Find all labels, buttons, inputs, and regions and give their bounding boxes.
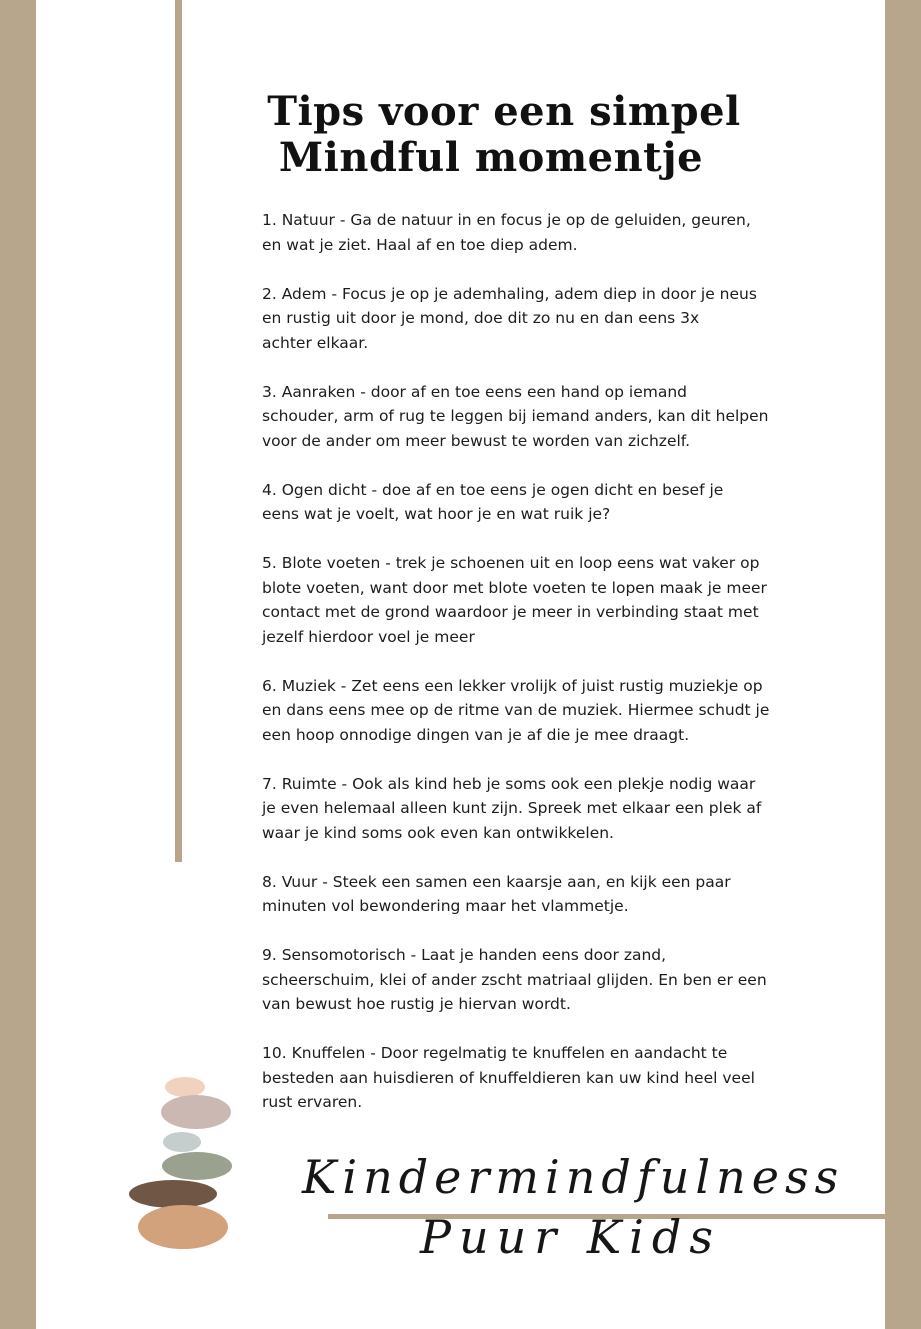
tip-line: 5. Blote voeten - trek je schoenen uit en loop eens wat vaker op (262, 554, 760, 572)
tip-line: en dans eens mee op de ritme van de muziek. Hiermee schudt je (262, 701, 770, 719)
tip-item (262, 1041, 802, 1115)
stone-5 (129, 1180, 217, 1208)
tip-line: 7. Ruimte - Ook als kind heb je soms ook een plekje nodig waar (262, 774, 756, 793)
tip-line: voor de ander om meer bewust te worden van zichzelf. (262, 431, 691, 450)
tip-line: 9. Sensomotorisch - Laat je handen eens door zand, (262, 946, 667, 964)
stone-3 (163, 1132, 201, 1152)
brand-name-line-2: Puur Kids (420, 1210, 721, 1264)
stone-1 (165, 1077, 205, 1097)
tip-line: minuten vol bewondering maar het vlammetje. (262, 897, 629, 915)
tip-item (262, 380, 802, 454)
tip-line: waar je kind soms ook even kan ontwikkelen. (262, 823, 614, 842)
tip-line: en rustig uit door je mond, doe dit zo nu en dan eens 3x (262, 309, 700, 327)
tip-item (262, 772, 802, 846)
tip-item (262, 674, 802, 748)
tip-line: van bewust hoe rustig je hiervan wordt. (262, 995, 571, 1013)
tip-line: jezelf hierdoor voel je meer (262, 627, 475, 646)
tip-line: 6. Muziek - Zet eens een lekker vrolijk of juist rustig muziekje op (262, 676, 763, 695)
title-line-1: Tips voor een simpel (267, 87, 741, 135)
tip-line: een hoop onnodige dingen van je af die je mee draagt. (262, 725, 690, 744)
right-border-band (885, 0, 921, 1329)
stone-4 (162, 1152, 232, 1180)
tip-line: schouder, arm of rug te leggen bij iemand anders, kan dit helpen (262, 407, 769, 425)
left-border-band (0, 0, 36, 1329)
decorative-vertical-line (175, 0, 182, 862)
tip-item (262, 551, 802, 649)
tip-item (262, 478, 802, 527)
tip-item (262, 943, 802, 1017)
tip-item (262, 870, 802, 919)
tip-line: blote voeten, want door met blote voeten te lopen maak je meer (262, 578, 767, 597)
stacked-stones-icon (125, 1072, 245, 1282)
tip-line: eens wat je voelt, wat hoor je en wat ruik je? (262, 505, 611, 523)
tip-line: je even helemaal alleen kunt zijn. Spreek met elkaar een plek af (262, 799, 762, 817)
tips-list (262, 208, 802, 1139)
tip-line: en wat je ziet. Haal af en toe diep adem. (262, 235, 578, 254)
tip-line: achter elkaar. (262, 333, 369, 352)
tip-line: 10. Knuffelen - Door regelmatig te knuffelen en aandacht te (262, 1044, 728, 1062)
tip-line: scheerschuim, klei of ander zscht matriaal glijden. En ben er een (262, 970, 767, 989)
tip-line: contact met de grond waardoor je meer in verbinding staat met (262, 603, 759, 621)
stone-2 (161, 1095, 231, 1129)
page-title (200, 89, 800, 181)
stone-6 (138, 1205, 228, 1249)
tip-line: 2. Adem - Focus je op je ademhaling, adem diep in door je neus (262, 284, 757, 303)
tip-line: besteden aan huisdieren of knuffeldieren kan uw kind heel veel (262, 1068, 755, 1087)
tip-line: 3. Aanraken - door af en toe eens een hand op iemand (262, 382, 688, 401)
brand-name-line-1: Kindermindfulness (302, 1150, 845, 1204)
tip-line: 4. Ogen dicht - doe af en toe eens je ogen dicht en besef je (262, 480, 724, 499)
tip-line: 8. Vuur - Steek een samen een kaarsje aan, en kijk een paar (262, 872, 731, 891)
tip-line: 1. Natuur - Ga de natuur in en focus je op de geluiden, geuren, (262, 211, 751, 229)
title-line-2: Mindful momentje (278, 133, 704, 181)
tip-item (262, 282, 802, 356)
tip-item (262, 208, 802, 257)
tip-line: rust ervaren. (262, 1093, 363, 1111)
